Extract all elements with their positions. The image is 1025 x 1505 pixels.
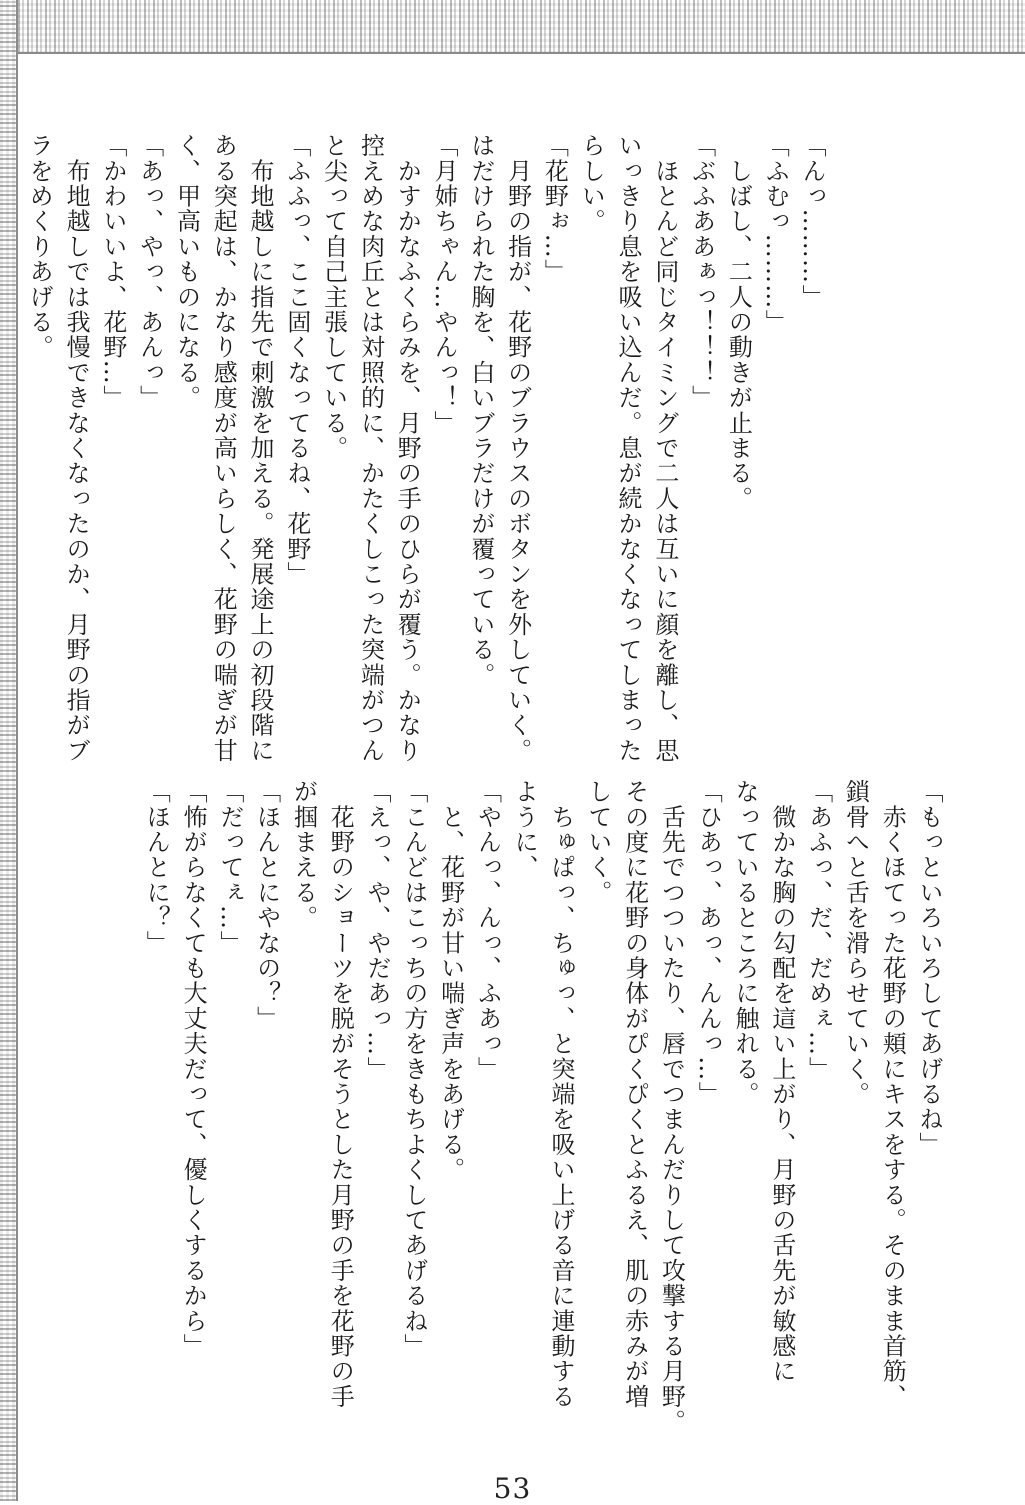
text-line: いっきり息を吸い込んだ。息が続かなくなってしまった	[614, 133, 643, 763]
text-line: ある突起は、かなり感度が高いらしく、花野の喘ぎが甘	[209, 133, 238, 763]
text-line: はだけられた胸を、白いブラだけが覆っている。	[466, 133, 495, 688]
text-line: く、甲高いものになる。	[172, 133, 201, 411]
text-line: 布地越しに指先で刺激を加える。発展途上の初段階に	[246, 133, 275, 763]
decorative-left-border	[0, 0, 18, 1501]
text-line: ように、	[510, 779, 539, 880]
text-line: 「怖がらなくても大丈夫だって、優しくするから」	[179, 779, 208, 1359]
text-line: なっているところに触れる。	[731, 779, 760, 1107]
text-line: 舌先でつついたり、唇でつまんだりして攻撃する月野。	[657, 779, 686, 1435]
text-line: 「だってぇ…」	[215, 779, 244, 956]
text-line: 「ふふっ、ここ固くなってるね、花野」	[282, 133, 311, 587]
text-line: と、花野が甘い喘ぎ声をあげる。	[436, 779, 465, 1183]
text-line: しばし、二人の動きが止まる。	[724, 133, 753, 511]
text-line: 「ほんとに？」	[142, 779, 171, 956]
text-line: ラをめくりあげる。	[25, 133, 54, 360]
text-line: ちゅぱっ、ちゅっ、と突端を吸い上げる音に連動する	[547, 779, 576, 1409]
text-line: かすかなふくらみを、月野の手のひらが覆う。かなり	[393, 133, 422, 763]
text-line: 「やんっ、んっ、ふあっ」	[473, 779, 502, 1082]
text-line: 「ほんとにやなの？」	[252, 779, 281, 1031]
text-line: と尖って自己主張している。	[319, 133, 348, 461]
text-line: 「あふっ、だ、だめぇ…」	[804, 779, 833, 1082]
decorative-top-border	[0, 0, 1025, 54]
text-line: 「こんどはこっちの方をきもちよくしてあげるね」	[399, 779, 428, 1359]
text-line: 鎖骨へと舌を滑らせていく。	[841, 779, 870, 1107]
bottom-text-block	[137, 779, 947, 1439]
text-line: その度に花野の身体がぴくぴくとふるえ、肌の赤みが増	[620, 779, 649, 1409]
text-line: 布地越しでは我慢できなくなったのか、月野の指がブ	[62, 133, 91, 763]
text-line: 「ぶふああぁっ！！！」	[687, 133, 716, 411]
text-line: 「月姉ちゃん…やんっ！」	[430, 133, 459, 436]
text-line: 「んっ………」	[798, 133, 826, 310]
text-line: 「えっ、や、やだあっ…」	[363, 779, 392, 1082]
text-line: 「花野ぉ…」	[540, 133, 569, 285]
text-line: 控えめな肉丘とは対照的に、かたくしこった突端がつん	[356, 133, 385, 763]
text-line: らしい。	[577, 133, 606, 234]
text-line: 「ひあっ、あっ、んんっ…」	[694, 779, 723, 1107]
text-line: 「あっ、やっ、あんっ」	[135, 133, 164, 411]
text-line: ほとんど同じタイミングで二人は互いに顔を離し、思	[650, 133, 679, 763]
text-line: 「もっといろいろしてあげるね」	[915, 779, 943, 1157]
top-text-block	[20, 133, 830, 773]
text-line: 「かわいいよ、花野…」	[98, 133, 127, 411]
text-line: 月野の指が、花野のブラウスのボタンを外していく。	[503, 133, 532, 763]
text-line: が掴まえる。	[289, 779, 318, 931]
text-line: 花野のショーツを脱がそうとした月野の手を花野の手	[326, 779, 355, 1409]
page-number: 53	[493, 1472, 532, 1505]
text-line: していく。	[583, 779, 612, 905]
text-line: 「ふむっ………」	[761, 133, 790, 335]
text-line: 微かな胸の勾配を這い上がり、月野の舌先が敏感に	[767, 779, 796, 1384]
text-line: 赤くほてった花野の頬にキスをする。そのまま首筋、	[878, 779, 907, 1409]
